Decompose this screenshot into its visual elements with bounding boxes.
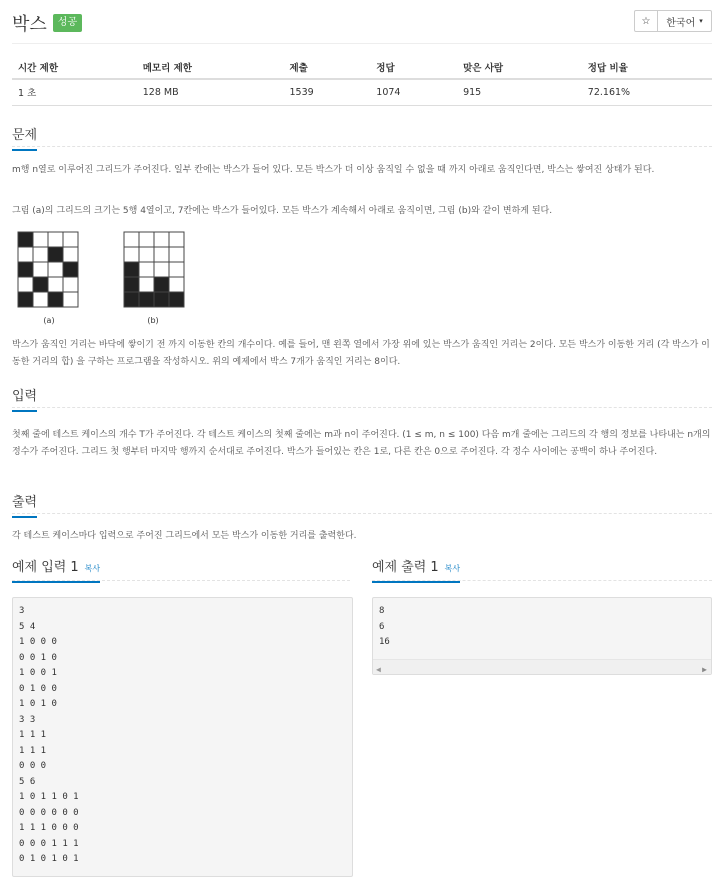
figure-a-cell-4-1 (33, 292, 48, 307)
sample-input-line: 0 0 0 1 1 1 (19, 838, 79, 849)
top-buttons (634, 10, 712, 32)
sample-output-box[interactable] (372, 597, 712, 675)
figure-b-cell-3-1 (139, 277, 154, 292)
figure-a-cell-3-2 (48, 277, 63, 292)
figure-a-cell-2-2 (48, 262, 63, 277)
title-row (12, 10, 82, 36)
figure-b-cell-2-1 (139, 262, 154, 277)
figure-a-cell-2-3 (63, 262, 78, 277)
sample-input-line: 5 4 (19, 621, 36, 632)
figure-a-cell-1-0 (18, 247, 33, 262)
stats-header-time: 시간 제한 (12, 56, 137, 79)
stats-submissions: 1539 (284, 79, 371, 105)
scroll-left-icon[interactable]: ◀ (376, 664, 381, 674)
stats-header-row (12, 56, 712, 79)
sample-output-scrollbar[interactable] (373, 659, 711, 675)
sample-input-line: 1 1 1 (19, 730, 47, 740)
sample-input-line: 1 0 1 1 0 1 (19, 792, 79, 802)
sample-input-heading-line (12, 580, 350, 581)
stats-memory: 128 MB (137, 79, 284, 105)
figure-a-cell-4-2 (48, 292, 63, 307)
figure-a-cell-3-0 (18, 277, 33, 292)
stats-header-solvers: 맞은 사람 (457, 56, 582, 79)
problem-heading: 문제 (12, 124, 37, 151)
figure-b-cell-2-3 (169, 262, 184, 277)
figure-b-cell-0-1 (139, 232, 154, 247)
problem-paragraph-1: m행 n열로 이루어진 그리드가 주어진다. 일부 칸에는 박스가 들어 있다. 모든 박스가 더 이상 움직일 수 없을 때 까지 아래로 움직인다면, 박스는 쌓여진 상태가 된다. (12, 165, 655, 175)
figure-a-cell-0-2 (48, 232, 63, 247)
language-dropdown[interactable] (658, 10, 712, 32)
sample-input-line: 1 1 1 0 0 0 (19, 823, 79, 833)
sample-output-heading (372, 556, 460, 583)
stats-time: 1 초 (12, 79, 137, 105)
figure-a-cell-1-3 (63, 247, 78, 262)
problem-heading-line (12, 146, 712, 147)
figure-a-cell-3-1 (33, 277, 48, 292)
stats-accepted: 1074 (370, 79, 457, 105)
output-heading-line (12, 513, 712, 514)
caret-down-icon: ▾ (699, 18, 703, 25)
header-divider (12, 43, 712, 44)
figure-a-cell-0-1 (33, 232, 48, 247)
figure-b-cell-1-1 (139, 247, 154, 262)
sample-input-heading (12, 556, 100, 583)
sample-output-copy-link[interactable]: 복사 (444, 564, 461, 573)
figure-a-cell-0-3 (63, 232, 78, 247)
figure-b-cell-4-2 (154, 292, 169, 307)
input-heading: 입력 (12, 385, 37, 412)
sample-input-line: 5 6 (19, 776, 36, 787)
sample-output-heading-line (372, 580, 712, 581)
figure-b-cell-2-0 (124, 262, 139, 277)
figure-b-cell-1-3 (169, 247, 184, 262)
figure-a-cell-3-3 (63, 277, 78, 292)
figure-a-cell-4-0 (18, 292, 33, 307)
figure-b-cell-0-2 (154, 232, 169, 247)
stats-header-submissions: 제출 (284, 56, 371, 79)
figure-b-cell-4-1 (139, 292, 154, 307)
figure-a-grid (17, 231, 80, 308)
sample-input-line: 0 0 1 0 (19, 652, 57, 663)
sample-input-title: 예제 입력 (12, 560, 67, 575)
problem-paragraph-2: 그림 (a)의 그리드의 크기는 5행 4열이고, 7칸에는 박스가 들어있다. 모든 박스가 계속해서 아래로 움직이면, 그림 (b)와 같이 변하게 된다. (12, 206, 553, 216)
figure-a-cell-4-3 (63, 292, 78, 307)
sample-output-number: 1 (430, 560, 439, 575)
figure-b-cell-2-2 (154, 262, 169, 277)
sample-input-line: 3 (19, 606, 25, 616)
figure-a-cell-2-1 (33, 262, 48, 277)
stats-header-ratio: 정답 비율 (582, 56, 712, 79)
sample-input-line: 0 1 0 0 (19, 683, 57, 694)
figure-b-cell-4-3 (169, 292, 184, 307)
figure-b-grid (123, 231, 186, 308)
figure-b-caption: (b) (147, 316, 159, 325)
stats-ratio: 72.161% (582, 79, 712, 105)
language-label: 한국어 (666, 17, 696, 29)
figure-b-cell-1-2 (154, 247, 169, 262)
figure-b-cell-1-0 (124, 247, 139, 262)
sample-input-line: 1 0 0 0 (19, 637, 57, 647)
figure-a-svg (17, 231, 80, 308)
sample-output-line: 8 (379, 606, 385, 616)
figure-b-cell-0-0 (124, 232, 139, 247)
output-paragraph: 각 테스트 케이스마다 입력으로 주어진 그리드에서 모든 박스가 이동한 거리를 출력한다. (12, 531, 357, 541)
output-heading: 출력 (12, 491, 37, 518)
sample-output-line: 6 (379, 621, 385, 632)
sample-input-line: 0 0 0 0 0 0 (19, 807, 79, 818)
status-badge: 성공 (53, 14, 82, 32)
sample-input-line: 1 0 1 0 (19, 699, 57, 709)
sample-input-line: 1 1 1 (19, 745, 47, 756)
figure-b-cell-0-3 (169, 232, 184, 247)
figure-b-cell-3-3 (169, 277, 184, 292)
figure-b-cell-4-0 (124, 292, 139, 307)
sample-output-title: 예제 출력 (372, 560, 427, 575)
figure-a-cell-1-2 (48, 247, 63, 262)
star-icon[interactable]: ☆ (634, 10, 658, 32)
sample-output-line: 16 (379, 637, 390, 647)
problem-stats-table (12, 56, 712, 106)
sample-input-line: 3 3 (19, 714, 36, 725)
figure-a-cell-0-0 (18, 232, 33, 247)
sample-input-line: 0 1 0 1 0 1 (19, 854, 79, 864)
sample-input-line: 0 0 0 (19, 761, 47, 771)
stats-header-accepted: 정답 (370, 56, 457, 79)
input-paragraph: 첫째 줄에 테스트 케이스의 개수 T가 주어진다. 각 테스트 케이스의 첫째 줄에는 m과 n이 주어진다. (1 ≤ m, n ≤ 100) 다음 m개 줄에는 그리드의 각 행의 정보를 나타내는 n개의 정수가 주어진다. 그리드 첫 행부터 마지막 행까지 순서대로 주어진다. 박스가 들어있는 칸은 1로, 다른 칸은 0으로 주어진다. 각 정수 사이에는 공백이 하나 주어진다. (12, 430, 711, 457)
figure-b-cell-3-0 (124, 277, 139, 292)
page-title: 박스 (12, 14, 47, 35)
figure-b-cell-3-2 (154, 277, 169, 292)
sample-input-box[interactable] (12, 597, 353, 877)
figure-a-cell-2-0 (18, 262, 33, 277)
figure-a-caption: (a) (43, 316, 55, 325)
input-heading-line (12, 407, 712, 408)
figure-b-svg (123, 231, 186, 308)
sample-input-number: 1 (70, 560, 79, 575)
sample-input-copy-link[interactable]: 복사 (84, 564, 101, 573)
sample-input-line: 1 0 0 1 (19, 668, 57, 678)
stats-value-row (12, 79, 712, 105)
figure-a-cell-1-1 (33, 247, 48, 262)
stats-solvers: 915 (457, 79, 582, 105)
stats-header-memory: 메모리 제한 (137, 56, 284, 79)
scroll-right-icon[interactable]: ▶ (702, 664, 707, 674)
problem-paragraph-3: 박스가 움직인 거리는 바닥에 쌓이기 전 까지 이동한 칸의 개수이다. 예를 들어, 맨 왼쪽 열에서 가장 위에 있는 박스가 움직인 거리는 2이다. 모든 박스가 이동한 거리 (각 박스가 이동한 거리의 합) 을 구하는 프로그램을 작성하시오. 위의 예제에서 박스 7개가 움직인 거리는 8이다. (12, 340, 710, 367)
